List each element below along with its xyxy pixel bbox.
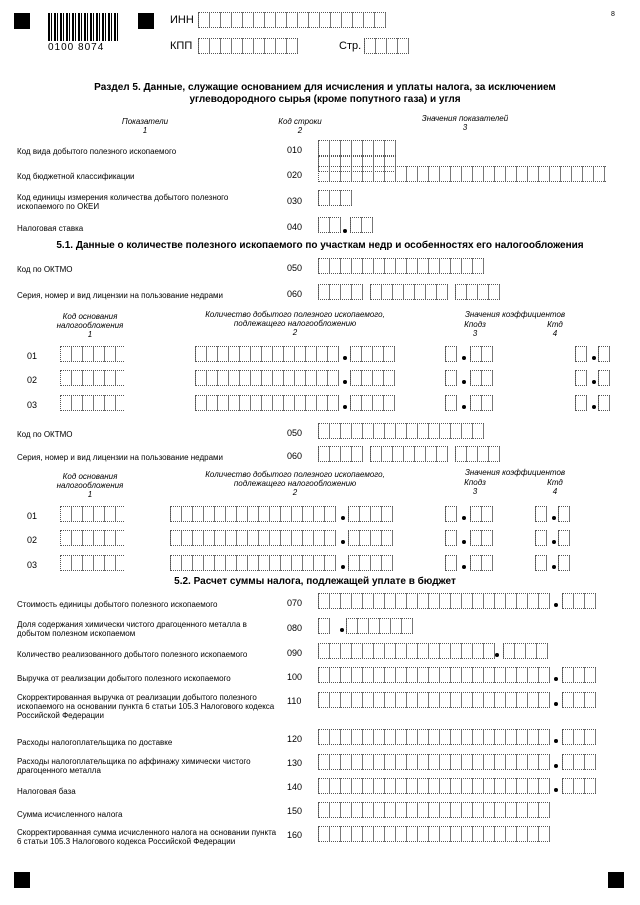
row-label-080: Доля содержания химически чистого драгоценного металла в добытом полезном ископаемом — [17, 620, 247, 638]
k1-frac[interactable] — [470, 530, 493, 546]
decimal-dot — [554, 603, 558, 607]
k2-int[interactable] — [575, 346, 587, 362]
line-number: 01 — [27, 511, 38, 521]
barcode-number: 0100 8074 — [48, 42, 105, 53]
page-number: 8 — [611, 11, 615, 18]
license-series-1[interactable] — [318, 284, 363, 300]
qty-field[interactable] — [195, 346, 339, 362]
license-series-2[interactable] — [318, 446, 363, 462]
row-label-120: Расходы налогоплательщика по доставке — [17, 738, 173, 747]
oktmo-code-1: 050 — [287, 263, 303, 273]
corner-marker-top-left — [14, 13, 30, 29]
decimal-dot — [554, 677, 558, 681]
basis-field[interactable] — [60, 346, 124, 362]
basis-field[interactable] — [60, 370, 124, 386]
line-number: 03 — [27, 400, 38, 410]
k1-int[interactable] — [445, 506, 457, 522]
line-number: 01 — [27, 351, 38, 361]
section52-title: 5.2. Расчет суммы налога, подлежащей уплате в бюджет — [174, 576, 456, 587]
field-070-int[interactable] — [318, 593, 550, 609]
row-label-150: Сумма исчисленного налога — [17, 810, 123, 819]
qty-field[interactable] — [195, 370, 339, 386]
basis-field[interactable] — [60, 395, 124, 411]
license-code-1: 060 — [287, 289, 303, 299]
k2-frac[interactable] — [598, 346, 610, 362]
field-110-int[interactable] — [318, 692, 550, 708]
row-code-080: 080 — [287, 623, 303, 633]
decimal-dot — [554, 702, 558, 706]
qty-field[interactable] — [170, 555, 336, 571]
decimal-dot — [343, 229, 347, 233]
row-label-020: Код бюджетной классификации — [17, 172, 135, 181]
decimal-dot — [341, 540, 345, 544]
decimal-dot — [552, 540, 556, 544]
header-text: Значения коэффициентов — [464, 468, 566, 477]
table2-header-k1 — [455, 478, 495, 496]
table1-header-k1 — [455, 320, 495, 338]
corner-marker-bottom-right — [608, 872, 624, 888]
header-text: Количество добытого полезного ископаемого, подлежащего налогообложению — [205, 470, 385, 488]
oktmo-field-1[interactable] — [318, 258, 484, 274]
k1-frac[interactable] — [470, 395, 493, 411]
decimal-dot — [340, 628, 344, 632]
row-code-150: 150 — [287, 806, 303, 816]
line-number: 02 — [27, 375, 38, 385]
field-030[interactable] — [318, 190, 352, 206]
k2-int[interactable] — [535, 530, 547, 546]
k1-frac[interactable] — [470, 346, 493, 362]
decimal-dot — [462, 405, 466, 409]
k2-frac[interactable] — [558, 555, 570, 571]
k2-int[interactable] — [575, 395, 587, 411]
license-label-1: Серия, номер и вид лицензии на пользование недрами — [17, 291, 223, 300]
inn-label: ИНН — [170, 14, 194, 26]
header-num: 1 — [87, 330, 93, 339]
qty-field[interactable] — [195, 395, 339, 411]
header-text: Количество добытого полезного ископаемого, подлежащего налогообложению — [205, 310, 385, 328]
k1-frac[interactable] — [470, 506, 493, 522]
row-code-030: 030 — [287, 196, 303, 206]
row-label-160: Скорректированная сумма исчисленного налога на основании пункта 6 статьи 105.3 Налогового кодекса Российской Федерации — [17, 828, 277, 846]
field-150[interactable] — [318, 802, 550, 818]
qty-frac[interactable] — [348, 530, 393, 546]
k2-frac[interactable] — [558, 506, 570, 522]
k2-int[interactable] — [535, 555, 547, 571]
field-100-frac[interactable] — [562, 667, 596, 683]
qty-frac[interactable] — [350, 370, 395, 386]
k2-int[interactable] — [535, 506, 547, 522]
col-header-label: Значения показателей — [421, 114, 509, 123]
field-090-frac[interactable] — [503, 643, 548, 659]
row-code-160: 160 — [287, 830, 303, 840]
section51-title: 5.1. Данные о количестве полезного ископаемого по участкам недр и особенностях его налогообложения — [56, 240, 584, 251]
basis-field[interactable] — [60, 530, 124, 546]
field-040-frac[interactable] — [350, 217, 373, 233]
qty-frac[interactable] — [348, 506, 393, 522]
table1-header-quantity — [190, 310, 400, 337]
k1-int[interactable] — [445, 530, 457, 546]
col-header-values — [410, 114, 520, 132]
row-code-040: 040 — [287, 222, 303, 232]
field-130-int[interactable] — [318, 754, 550, 770]
col-header-num: 1 — [142, 126, 148, 135]
field-040-int[interactable] — [318, 217, 341, 233]
header-num: 3 — [472, 487, 478, 496]
decimal-dot — [552, 565, 556, 569]
basis-field[interactable] — [60, 555, 124, 571]
table1-header-coef — [440, 310, 590, 319]
table1-header-basis — [45, 312, 135, 339]
col-header-label: Код строки — [278, 117, 322, 126]
decimal-dot — [592, 380, 596, 384]
license-type-2[interactable] — [455, 446, 500, 462]
field-020[interactable] — [318, 166, 606, 182]
license-number-2[interactable] — [370, 446, 448, 462]
corner-marker-bottom-left — [14, 872, 30, 888]
oktmo-field-2[interactable] — [318, 423, 484, 439]
oktmo-code-2: 050 — [287, 428, 303, 438]
row-label-030: Код единицы измерения количества добытого полезного ископаемого по ОКЕИ — [17, 193, 229, 211]
row-label-040: Налоговая ставка — [17, 224, 84, 233]
oktmo-label-1: Код по ОКТМО — [17, 265, 73, 274]
row-code-120: 120 — [287, 734, 303, 744]
table2-header-k2 — [535, 478, 575, 496]
decimal-dot — [343, 356, 347, 360]
qty-field[interactable] — [170, 530, 336, 546]
qty-frac[interactable] — [350, 395, 395, 411]
field-080-int[interactable] — [318, 618, 330, 634]
k1-int[interactable] — [445, 346, 457, 362]
header-num: 3 — [472, 329, 478, 338]
oktmo-label-2: Код по ОКТМО — [17, 430, 73, 439]
license-type-1[interactable] — [455, 284, 500, 300]
decimal-dot — [343, 380, 347, 384]
decimal-dot — [462, 565, 466, 569]
k1-frac[interactable] — [470, 555, 493, 571]
table1-header-k2 — [535, 320, 575, 338]
field-110-frac[interactable] — [562, 692, 596, 708]
table2-header-quantity — [190, 470, 400, 497]
row-label-010: Код вида добытого полезного ископаемого — [17, 147, 177, 156]
qty-frac[interactable] — [350, 346, 395, 362]
row-label-130: Расходы налогоплательщика по аффинажу химически чистого драгоценного металла — [17, 757, 251, 775]
field-090-int[interactable] — [318, 643, 495, 659]
barcode — [48, 13, 120, 41]
header-num: 4 — [552, 329, 558, 338]
qty-frac[interactable] — [348, 555, 393, 571]
field-160[interactable] — [318, 826, 550, 842]
k2-frac[interactable] — [598, 395, 610, 411]
k2-int[interactable] — [575, 370, 587, 386]
row-label-110: Скорректированная выручка от реализации добытого полезного ископаемого на основании пункта 6 статьи 105.3 Налогового кодекса Российской Федерации — [17, 693, 275, 720]
header-text: Код основания налогообложения — [56, 472, 124, 490]
header-num: 1 — [87, 490, 93, 499]
decimal-dot — [495, 653, 499, 657]
row-code-010: 010 — [287, 145, 303, 155]
line-number: 02 — [27, 535, 38, 545]
decimal-dot — [462, 540, 466, 544]
k1-int[interactable] — [445, 395, 457, 411]
row-code-020: 020 — [287, 170, 303, 180]
header-text: Ктд — [547, 320, 563, 329]
row-code-090: 090 — [287, 648, 303, 658]
row-code-100: 100 — [287, 672, 303, 682]
decimal-dot — [462, 516, 466, 520]
row-label-070: Стоимость единицы добытого полезного ископаемого — [17, 600, 218, 609]
col-header-num: 2 — [297, 126, 303, 135]
decimal-dot — [554, 764, 558, 768]
k2-frac[interactable] — [558, 530, 570, 546]
corner-marker-top-mid — [138, 13, 154, 29]
header-text: Ктд — [547, 478, 563, 487]
field-140-frac[interactable] — [562, 778, 596, 794]
decimal-dot — [554, 739, 558, 743]
k1-int[interactable] — [445, 555, 457, 571]
decimal-dot — [462, 356, 466, 360]
field-120-int[interactable] — [318, 729, 550, 745]
row-label-140: Налоговая база — [17, 787, 76, 796]
page-field[interactable] — [364, 38, 409, 54]
k1-int[interactable] — [445, 370, 457, 386]
row-code-130: 130 — [287, 758, 303, 768]
decimal-dot — [462, 380, 466, 384]
decimal-dot — [592, 356, 596, 360]
col-header-indicators — [100, 117, 190, 135]
table2-header-basis — [45, 472, 135, 499]
field-080-frac[interactable] — [346, 618, 413, 634]
decimal-dot — [343, 405, 347, 409]
decimal-dot — [341, 516, 345, 520]
decimal-dot — [592, 405, 596, 409]
row-label-100: Выручка от реализации добытого полезного ископаемого — [17, 674, 231, 683]
decimal-dot — [554, 788, 558, 792]
qty-field[interactable] — [170, 506, 336, 522]
header-text: Значения коэффициентов — [464, 310, 566, 319]
field-070-frac[interactable] — [562, 593, 596, 609]
section5-title: Раздел 5. Данные, служащие основанием для исчисления и уплаты налога, за исключением углеводородного сырья (кроме попутного газа) и угля — [94, 82, 556, 105]
basis-field[interactable] — [60, 506, 124, 522]
row-code-140: 140 — [287, 782, 303, 792]
k2-frac[interactable] — [598, 370, 610, 386]
kpp-field[interactable] — [198, 38, 298, 54]
decimal-dot — [341, 565, 345, 569]
field-140-int[interactable] — [318, 778, 550, 794]
field-120-frac[interactable] — [562, 729, 596, 745]
row-code-110: 110 — [287, 696, 302, 706]
license-number-1[interactable] — [370, 284, 448, 300]
header-num: 4 — [552, 487, 558, 496]
field-130-frac[interactable] — [562, 754, 596, 770]
field-100-int[interactable] — [318, 667, 550, 683]
header-text: Код основания налогообложения — [56, 312, 124, 330]
header-num: 2 — [292, 328, 298, 337]
row-code-070: 070 — [287, 598, 303, 608]
header-num: 2 — [292, 488, 298, 497]
col-header-line-code — [265, 117, 335, 135]
header-text: Кподз — [464, 320, 486, 329]
kpp-label: КПП — [170, 40, 193, 52]
page-label: Стр. — [339, 40, 362, 52]
row-label-090: Количество реализованного добытого полезного ископаемого — [17, 650, 248, 659]
license-code-2: 060 — [287, 451, 303, 461]
field-010[interactable] — [318, 140, 396, 156]
decimal-dot — [552, 516, 556, 520]
col-header-num: 3 — [462, 123, 468, 132]
line-number: 03 — [27, 560, 38, 570]
license-label-2: Серия, номер и вид лицензии на пользование недрами — [17, 453, 223, 462]
k1-frac[interactable] — [470, 370, 493, 386]
table2-header-coef — [440, 468, 590, 477]
col-header-label: Показатели — [121, 117, 169, 126]
header-text: Кподз — [464, 478, 486, 487]
inn-field[interactable] — [198, 12, 386, 28]
